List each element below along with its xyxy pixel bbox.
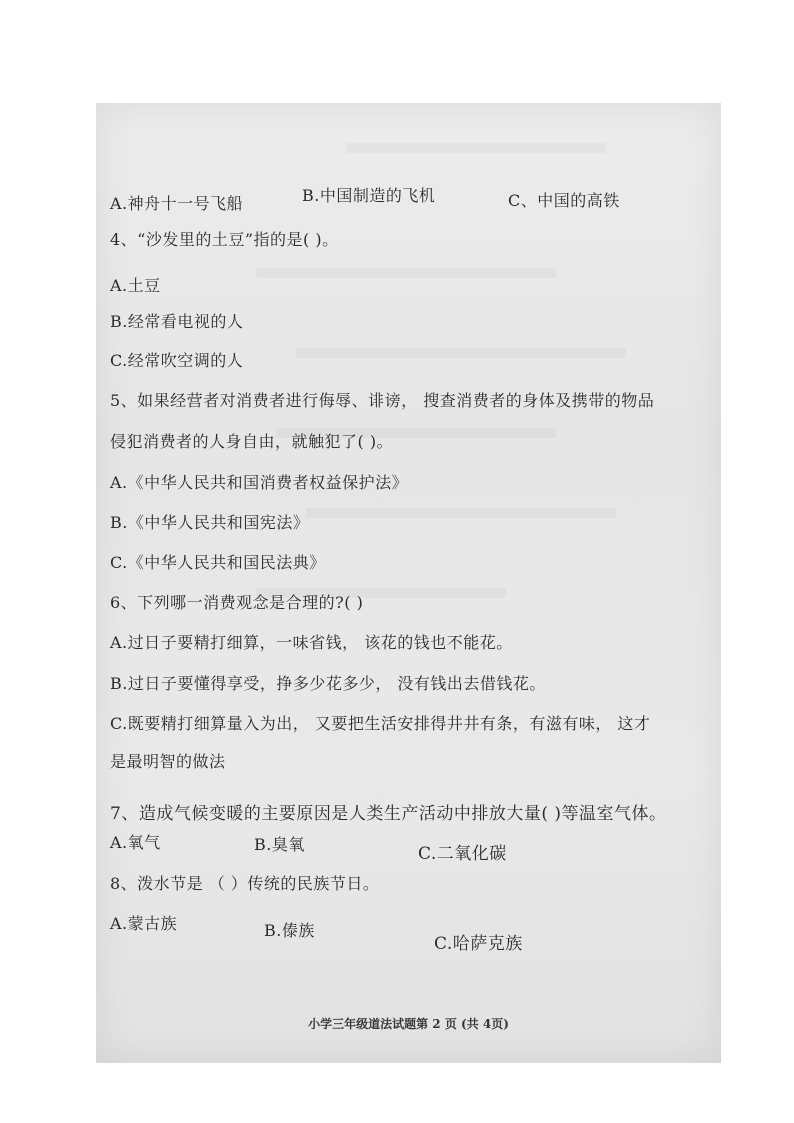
q7-stem: 7、造成气候变暖的主要原因是人类生产活动中排放大量( )等温室气体。 (110, 804, 667, 824)
q3-option-b: B.中国制造的飞机 (302, 186, 436, 205)
q8-option-a: A.蒙古族 (110, 914, 178, 933)
q3-option-c: C、中国的高铁 (508, 191, 620, 210)
bleed-through-mark (296, 348, 626, 358)
q6-option-c-line1: C.既要精打细算量入为出， 又要把生活安排得井井有条，有滋有味， 这才 (110, 714, 651, 733)
q4-stem: 4、“沙发里的土豆”指的是( )。 (110, 230, 339, 249)
q3-option-a: A.神舟十一号飞船 (110, 194, 244, 213)
q5-option-a: A.《中华人民共和国消费者权益保护法》 (110, 473, 409, 492)
q4-option-a: A.土豆 (110, 276, 161, 295)
q8-stem: 8、泼水节是 （ ）传统的民族节日。 (110, 874, 380, 893)
q6-option-a: A.过日子要精打细算，一味省钱， 该花的钱也不能花。 (110, 633, 513, 652)
q7-option-a: A.氧气 (110, 833, 161, 852)
q7-option-b: B.臭氧 (254, 835, 305, 854)
q5-stem-line1: 5、如果经营者对消费者进行侮辱、诽谤， 搜查消费者的身体及携带的物品 (110, 391, 655, 410)
q5-option-c: C.《中华人民共和国民法典》 (110, 553, 326, 572)
q6-option-c-line2: 是最明智的做法 (110, 752, 226, 771)
page-footer: 小学三年级道法试题第 2 页 (共 4页) (308, 1017, 509, 1031)
bleed-through-mark (306, 508, 616, 518)
q5-option-b: B.《中华人民共和国宪法》 (110, 513, 310, 532)
exam-paper (96, 103, 721, 1063)
q6-option-b: B.过日子要懂得享受，挣多少花多少， 没有钱出去借钱花。 (110, 674, 546, 693)
q6-stem: 6、下列哪一消费观念是合理的?( ) (110, 593, 364, 612)
q8-option-c: C.哈萨克族 (434, 934, 523, 954)
bleed-through-mark (346, 143, 606, 153)
q7-option-c: C.二氧化碳 (418, 844, 507, 864)
q5-stem-line2: 侵犯消费者的人身自由，就触犯了( )。 (110, 432, 394, 451)
q8-option-b: B.傣族 (264, 921, 315, 940)
q4-option-b: B.经常看电视的人 (110, 312, 244, 331)
q4-option-c: C.经常吹空调的人 (110, 351, 244, 370)
bleed-through-mark (256, 268, 556, 278)
